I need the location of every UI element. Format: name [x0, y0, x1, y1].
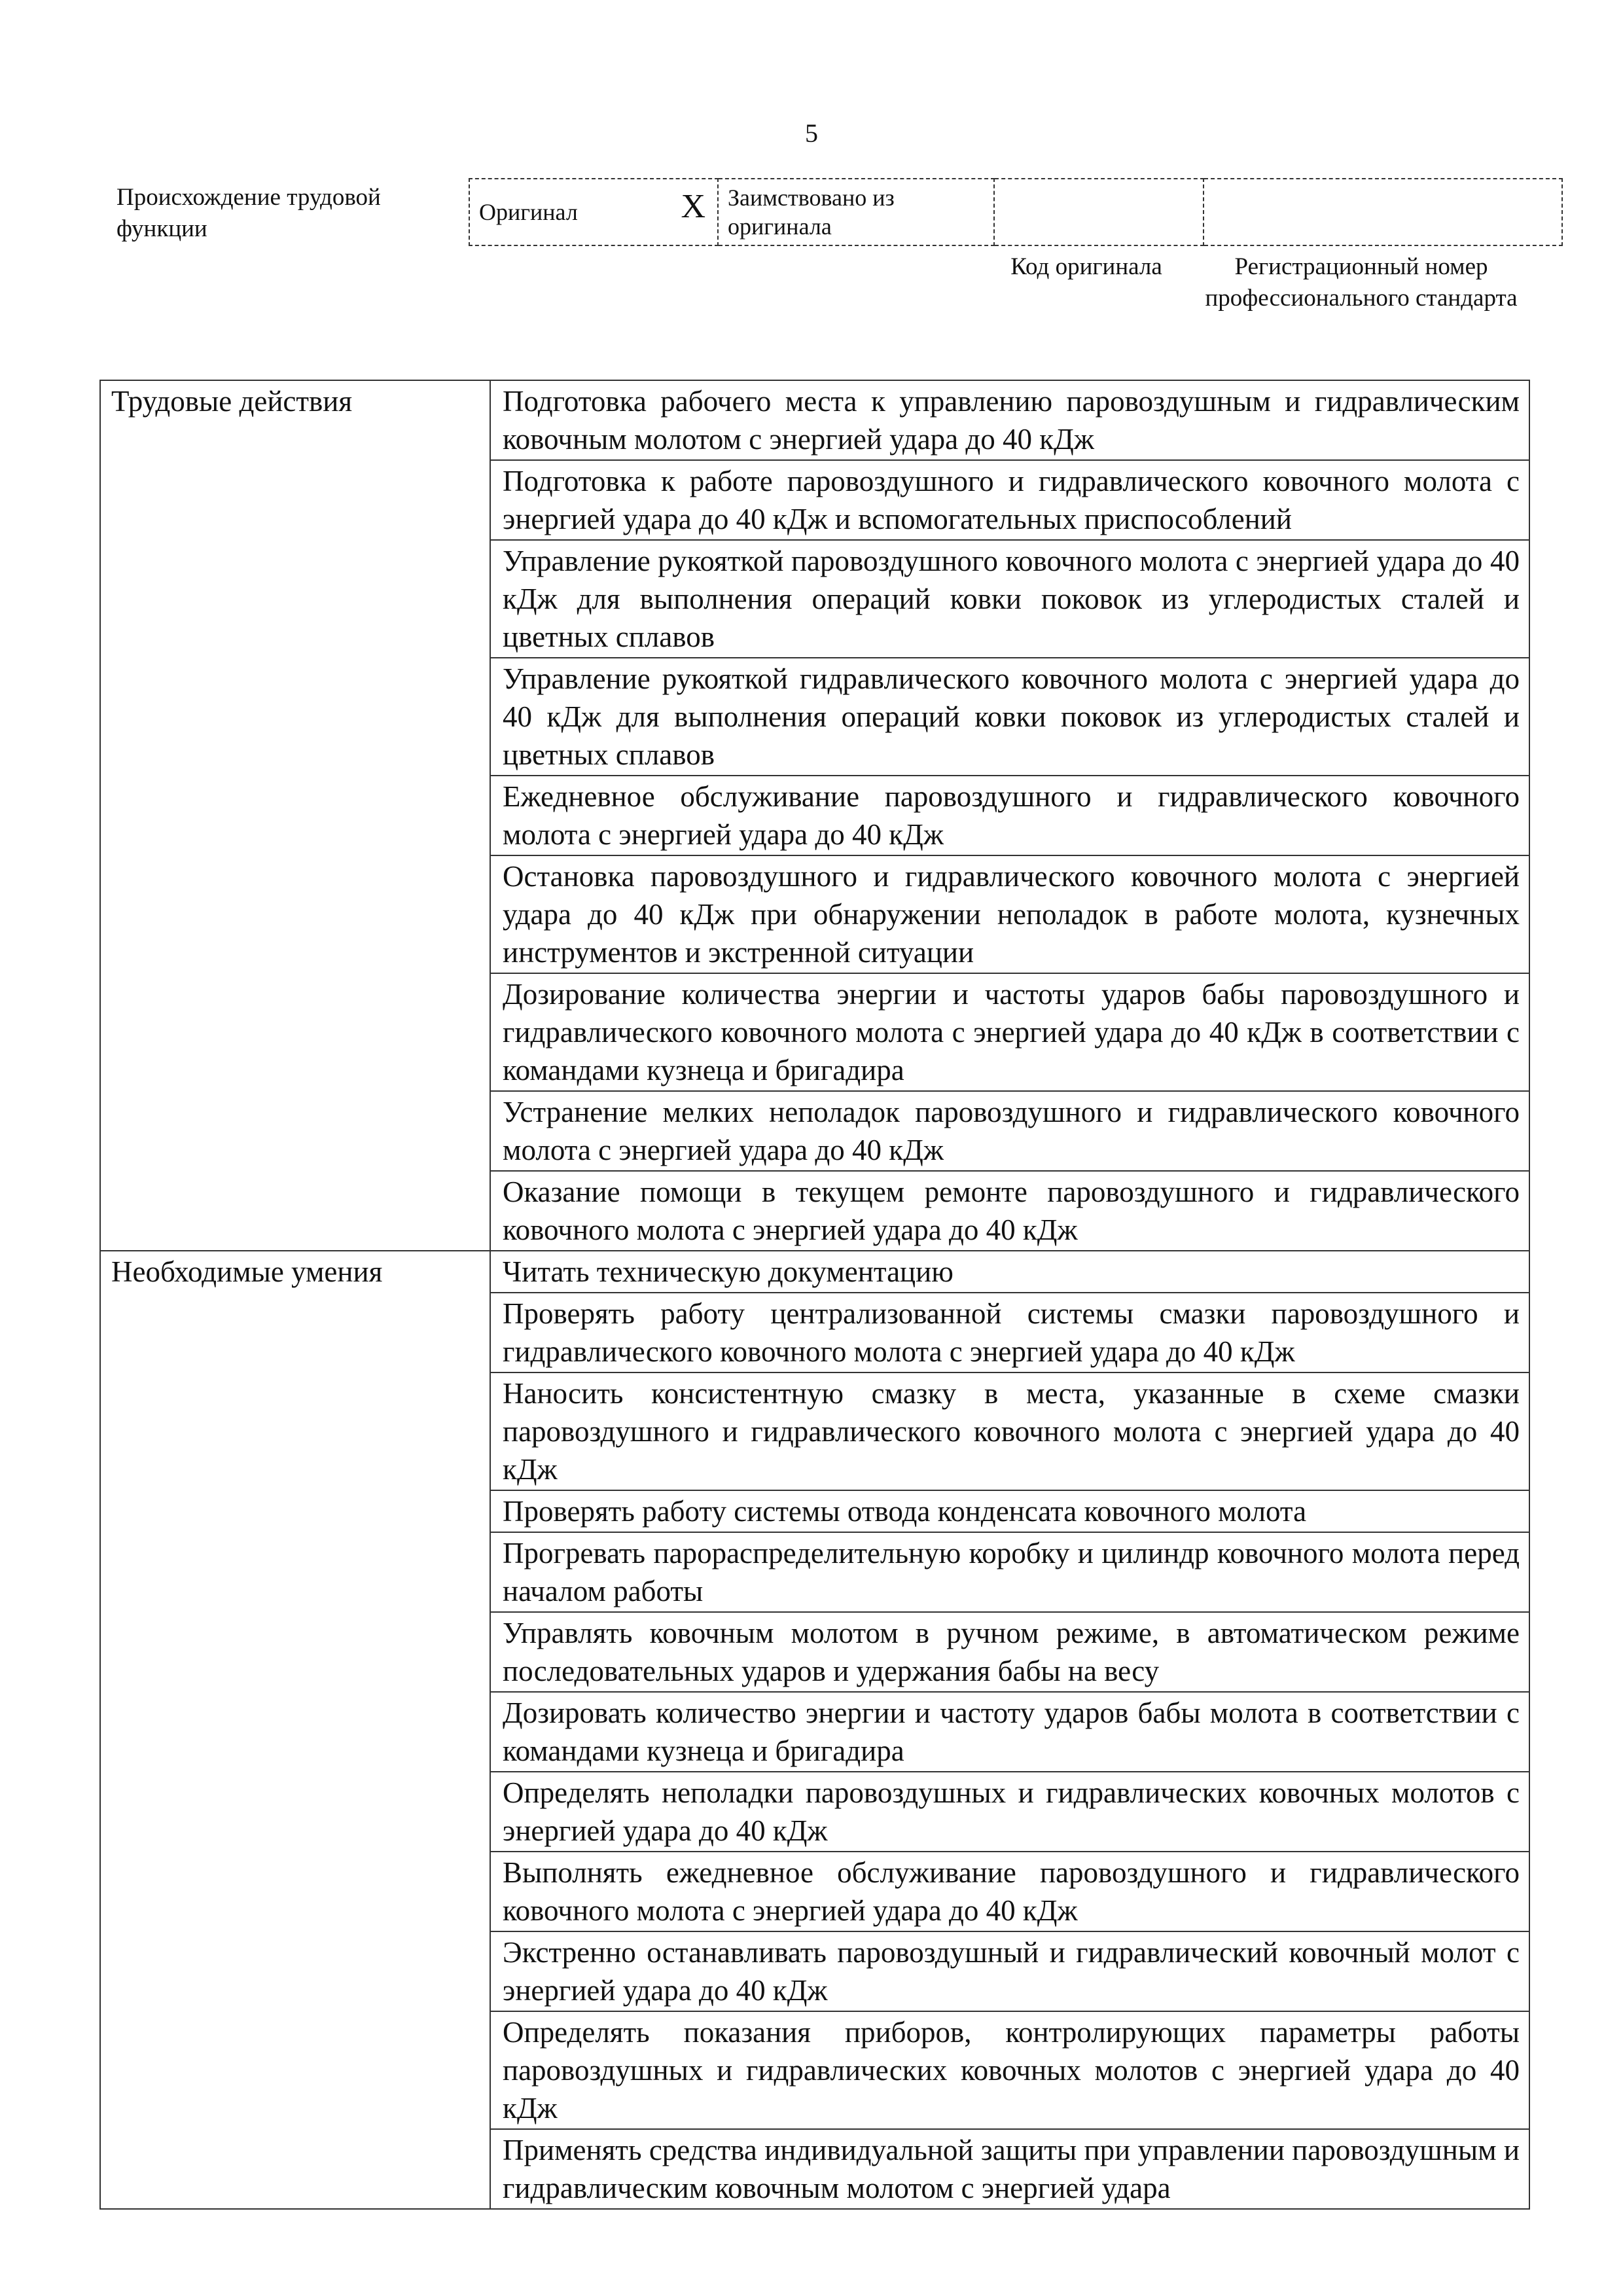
labor-action-item: Дозирование количества энергии и частоты ударов бабы паровоздушного и гидравлического ковочного молота с энергией удара до 40 кДж в соответствии с командами кузнеца и бригадира [490, 973, 1529, 1091]
skill-item: Управлять ковочным молотом в ручном режиме, в автоматическом режиме последовательных ударов и удержания бабы на весу [490, 1612, 1529, 1692]
skill-item: Наносить консистентную смазку в места, указанные в схеме смазки паровоздушного и гидравлического ковочного молота с энергией удара до 40 кДж [490, 1372, 1529, 1490]
borrowed-cell [718, 179, 994, 245]
registration-number-cell [1204, 179, 1562, 245]
borrowed-label: Заимствовано из оригинала [728, 185, 895, 240]
original-mark: X [681, 188, 705, 225]
skill-item: Прогревать парораспределительную коробку и цилиндр ковочного молота перед началом работы [490, 1532, 1529, 1612]
labor-action-item: Оказание помощи в текущем ремонте паровоздушного и гидравлического ковочного молота с энергией удара до 40 кДж [490, 1171, 1529, 1251]
skill-item: Дозировать количество энергии и частоту ударов бабы молота в соответствии с командами кузнеца и бригадира [490, 1692, 1529, 1772]
labor-action-item: Подготовка к работе паровоздушного и гидравлического ковочного молота с энергией удара до 40 кДж и вспомогательных приспособлений [490, 460, 1529, 540]
labor-action-item: Управление рукояткой гидравлического ковочного молота с энергией удара до 40 кДж для выполнения операций ковки поковок из углеродистых сталей и цветных сплавов [490, 658, 1529, 776]
skill-item: Читать техническую документацию [490, 1251, 1529, 1293]
registration-number-caption: Регистрационный номер профессионального стандарта [1205, 253, 1518, 312]
original-cell [469, 179, 718, 245]
labor-action-item: Устранение мелких неполадок паровоздушного и гидравлического ковочного молота с энергией удара до 40 кДж [490, 1091, 1529, 1171]
skill-item: Проверять работу централизованной системы смазки паровоздушного и гидравлического ковочного молота с энергией удара до 40 кДж [490, 1293, 1529, 1372]
skill-item: Выполнять ежедневное обслуживание паровоздушного и гидравлического ковочного молота с энергией удара до 40 кДж [490, 1852, 1529, 1931]
original-label: Оригинал [479, 199, 578, 225]
labor-actions-label: Трудовые действия [100, 380, 490, 1251]
skill-item: Определять показания приборов, контролирующих параметры работы паровоздушных и гидравлических ковочных молотов с энергией удара до 40 кДж [490, 2011, 1529, 2129]
labor-action-item: Подготовка рабочего места к управлению паровоздушным и гидравлическим ковочным молотом с энергией удара до 40 кДж [490, 380, 1529, 460]
skill-item: Проверять работу системы отвода конденсата ковочного молота [490, 1490, 1529, 1532]
labor-action-item: Ежедневное обслуживание паровоздушного и гидравлического ковочного молота с энергией удара до 40 кДж [490, 776, 1529, 855]
origin-label: Происхождение трудовой функции [116, 184, 381, 242]
origin-table [469, 178, 1563, 246]
skill-item: Определять неполадки паровоздушных и гидравлических ковочных молотов с энергией удара до 40 кДж [490, 1772, 1529, 1852]
original-code-caption: Код оригинала [1010, 253, 1162, 280]
labor-action-item: Управление рукояткой паровоздушного ковочного молота с энергией удара до 40 кДж для выполнения операций ковки поковок из углеродистых сталей и цветных сплавов [490, 540, 1529, 658]
page-number: 5 [805, 118, 818, 148]
labor-action-item: Остановка паровоздушного и гидравлического ковочного молота с энергией удара до 40 кДж при обнаружении неполадок в работе молота, кузнечных инструментов и экстренной ситуации [490, 855, 1529, 973]
skill-item: Экстренно останавливать паровоздушный и гидравлический ковочный молот с энергией удара до 40 кДж [490, 1931, 1529, 2011]
required-skills-label: Необходимые умения [100, 1251, 490, 2209]
original-code-cell [994, 179, 1204, 245]
functions-table [99, 380, 1530, 2210]
skill-item: Применять средства индивидуальной защиты при управлении паровоздушным и гидравлическим ковочным молотом с энергией удара [490, 2129, 1529, 2209]
